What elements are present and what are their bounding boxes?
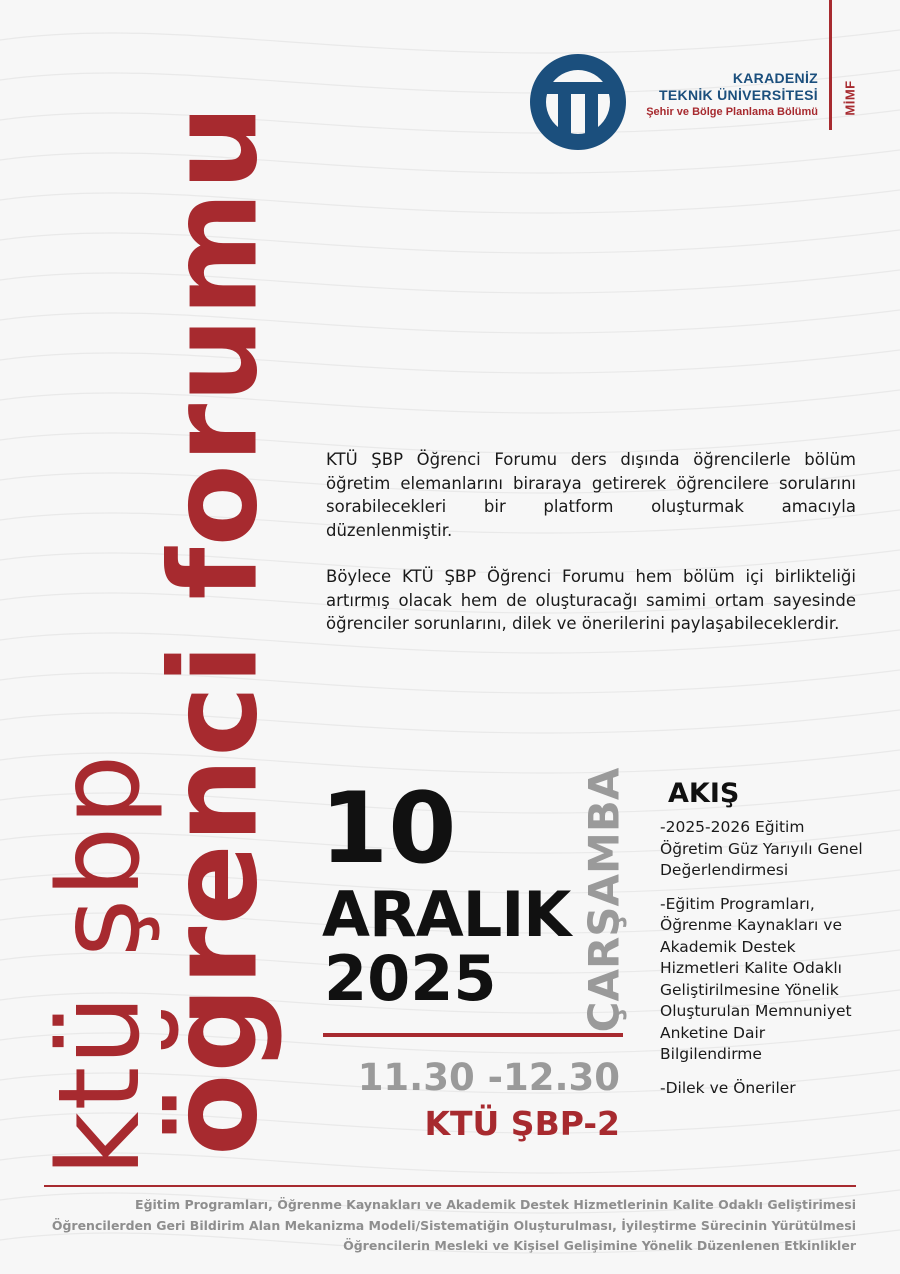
university-name-line1: KARADENİZ — [732, 70, 818, 86]
university-logo-icon — [528, 52, 628, 152]
university-name-block — [646, 70, 818, 120]
title-line2-vertical: öğrenci forumu — [145, 103, 285, 1157]
agenda-item-1: -2025-2026 Eğitim Öğretim Güz Yarıyılı Genel Değerlendirmesi — [660, 818, 863, 879]
description-block — [326, 448, 856, 659]
event-month: ARALIK — [322, 878, 571, 951]
agenda-title: AKIŞ — [668, 778, 740, 809]
title-line1-vertical: ktü şbp — [35, 753, 165, 1177]
agenda-block — [660, 778, 870, 1111]
footer-line-3: Öğrencilerin Mesleki ve Kişisel Gelişimine Yönelik Düzenlenen Etkinlikler — [343, 1238, 856, 1253]
description-paragraph-1: KTÜ ŞBP Öğrenci Forumu ders dışında öğrencilerle bölüm öğretim elemanlarını biraraya getirerek öğrencilere sorularını sorabilecekleri bir platform oluşturmak amacıyla düzenlenmiştir. — [326, 450, 856, 540]
footer-divider-line — [44, 1185, 856, 1187]
agenda-item-3: -Dilek ve Öneriler — [660, 1078, 796, 1097]
faculty-mark: MİMF — [842, 80, 858, 116]
event-weekday-vertical: ÇARŞAMBA — [579, 767, 629, 1033]
date-divider-line — [323, 1033, 623, 1037]
event-year: 2025 — [324, 942, 497, 1015]
description-paragraph-2: Böylece KTÜ ŞBP Öğrenci Forumu hem bölüm içi birlikteliği artırmış olacak hem de oluşturacağı samimi ortam sayesinde öğrenciler sorunlarını, dilek ve önerilerini paylaşabileceklerdir. — [326, 567, 856, 633]
footer-block — [44, 1195, 856, 1257]
university-name-line2: TEKNİK ÜNİVERSİTESİ — [659, 87, 818, 103]
event-time: 11.30 -12.30 — [357, 1056, 620, 1099]
brand-divider-line — [829, 0, 832, 130]
footer-line-2: Öğrencilerden Geri Bildirim Alan Mekanizma Modeli/Sistematiğin Oluşturulması, İyileştirme Sürecinin Yürütülmesi — [51, 1217, 856, 1233]
event-day: 10 — [320, 772, 457, 886]
agenda-item-2: -Eğitim Programları, Öğrenme Kaynakları ve Akademik Destek Hizmetleri Kalite Odaklı Geliştirilmesine Yönelik Oluşturulan Memnuniyet Anketine Dair Bilgilendirme — [660, 894, 852, 1063]
footer-line-1: Eğitim Programları, Öğrenme Kaynakları ve Akademik Destek Hizmetlerinin Kalite Odaklı Geliştirimesi — [135, 1197, 856, 1212]
event-location: KTÜ ŞBP-2 — [424, 1104, 620, 1143]
department-name: Şehir ve Bölge Planlama Bölümü — [646, 106, 818, 118]
